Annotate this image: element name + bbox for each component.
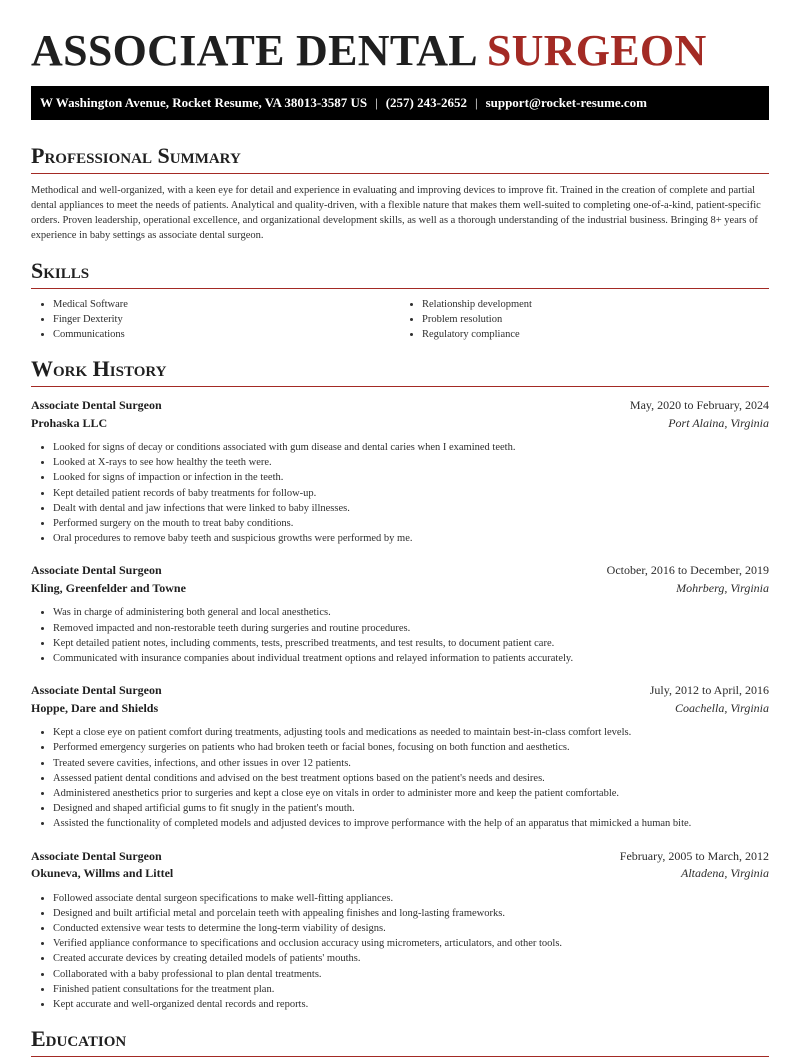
job-entry [31,682,769,831]
resume-title [31,0,769,74]
job-duty: • Administered anesthetics prior to surgeries and kept a close eye on vitals in order to administer more and keep the patient comfortable. [53,786,769,801]
job-entry [31,562,769,666]
job-duty: • Was in charge of administering both general and local anesthetics. [53,605,769,620]
job-title: Associate Dental Surgeon [31,848,162,863]
skills-column-right [400,297,769,342]
job-duties [31,725,769,831]
job-duty: • Finished patient consultations for the treatment plan. [53,982,769,997]
job-title: Associate Dental Surgeon [31,398,162,412]
skill-item: • Relationship development [422,297,769,312]
job-duty: • Assessed patient dental conditions and advised on the best treatment options based on the patient's needs and desires. [53,771,769,786]
job-duty: • Kept detailed patient notes, including comments, tests, prescribed treatments, and test results, to document patient care. [53,636,769,651]
job-dates: July, 2012 to April, 2016 [649,683,769,698]
title-main: ASSOCIATE DENTAL [31,26,476,75]
job-dates: May, 2020 to February, 2024 [629,398,769,412]
skill-item: • Finger Dexterity [53,312,400,327]
skill-item: • Problem resolution [422,312,769,327]
job-location: Port Alaina, Virginia [668,415,769,430]
job-company: Okuneva, Willms and Littel [31,866,174,881]
job-duty: • Designed and shaped artificial gums to fit snugly in the patient's mouth. [53,801,769,816]
job-duty: • Communicated with insurance companies about individual treatment options and relayed information to patients accurately. [53,651,769,666]
job-duty: • Followed associate dental surgeon specifications to make well-fitting appliances. [53,891,769,906]
job-duty: • Kept a close eye on patient comfort during treatments, adjusting tools and medications as needed to maintain best-in-class comfort levels. [53,725,769,740]
job-duty: • Dealt with dental and jaw infections that were linked to baby illnesses. [53,501,769,516]
job-duty: • Oral procedures to remove baby teeth and suspicious growths were performed by me. [53,531,769,546]
job-duty: • Conducted extensive wear tests to determine the long-term viability of designs. [53,921,769,936]
job-duties [31,440,769,546]
summary-heading: Professional Summary [31,142,769,174]
skills-column-left [31,297,400,342]
job-duty: • Designed and built artificial metal and porcelain teeth with appealing finishes and long-lasting frameworks. [53,906,769,921]
job-duty: • Kept accurate and well-organized dental records and reports. [53,997,769,1012]
job-title: Associate Dental Surgeon [31,563,162,578]
contact-separator: | [474,95,478,110]
job-duty: • Treated severe cavities, infections, and other issues in over 12 patients. [53,756,769,771]
education-heading: Education [31,1025,769,1057]
job-company: Hoppe, Dare and Shields [31,700,159,715]
contact-bar [31,86,769,120]
contact-separator: | [375,95,378,110]
contact-email: support@rocket-resume.com [485,95,648,110]
job-duty: • Kept detailed patient records of baby treatments for follow-up. [53,486,769,501]
contact-address: W Washington Avenue, Rocket Resume, VA 38013-3587 US [40,95,368,110]
skills-heading: Skills [31,257,769,289]
job-duty: • Removed impacted and non-restorable teeth during surgeries and routine procedures. [53,621,769,636]
title-accent: SURGEON [486,26,707,75]
skill-item: • Medical Software [53,297,400,312]
job-entry [31,848,769,1013]
job-company: Kling, Greenfelder and Towne [31,580,186,595]
job-duties [31,891,769,1013]
job-duty: • Looked for signs of decay or conditions associated with gum disease and dental caries when I examined teeth. [53,440,769,455]
job-dates: February, 2005 to March, 2012 [619,848,769,863]
job-duty: • Created accurate devices by creating detailed models of patients' mouths. [53,951,769,966]
contact-phone: (257) 243-2652 [385,95,467,110]
job-dates: October, 2016 to December, 2019 [606,563,769,578]
job-duty: • Collaborated with a baby professional to plan dental treatments. [53,967,769,982]
job-location: Coachella, Virginia [675,700,769,715]
skill-item: • Communications [53,327,400,342]
summary-text: Methodical and well-organized, with a keen eye for detail and experience in evaluating and improving devices to improve fit. Trained in the creation of complete and partial dental appliances to meet the needs of patients. Analytical and quality-driven, with a flexible nature that makes them well-suited to completing one-of-a-kind, patient-specific orders. Proven leadership, operational excellence, and organizational development skills, as well as a thorough understanding of the industrial business. Bringing 8+ years of experience in baby settings as associate dental surgeon. [31,185,761,241]
job-duty: • Verified appliance conformance to specifications and occlusion accuracy using micrometers, articulators, and other tools. [53,936,769,951]
job-entry [31,397,769,546]
job-duty: • Looked at X-rays to see how healthy the teeth were. [53,455,769,470]
job-location: Mohrberg, Virginia [676,580,769,595]
work-history-heading: Work History [31,355,769,387]
job-duty: • Performed surgery on the mouth to treat baby conditions. [53,516,769,531]
skills-list [31,297,769,342]
skill-item: • Regulatory compliance [422,327,769,342]
job-duties [31,605,769,666]
job-duty: • Performed emergency surgeries on patients who had broken teeth or facial bones, focusing on both function and aesthetics. [53,740,769,755]
job-duty: • Assisted the functionality of completed models and adjusted devices to improve performance with the help of an apparatus that mimicked a human bite. [53,816,769,831]
job-company: Prohaska LLC [31,415,108,430]
job-title: Associate Dental Surgeon [31,683,162,698]
job-duty: • Looked for signs of impaction or infection in the teeth. [53,470,769,485]
job-location: Altadena, Virginia [681,866,769,881]
